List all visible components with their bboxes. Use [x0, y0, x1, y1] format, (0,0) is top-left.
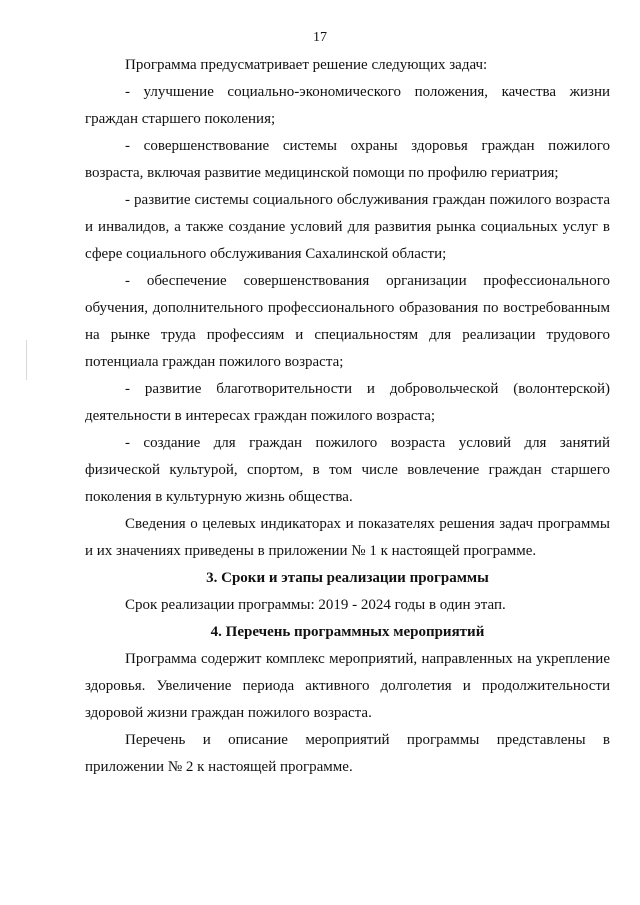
task-item: - совершенствование системы охраны здоровья граждан пожилого возраста, включая развитие медицинской помощи по профилю гериатрия;: [85, 138, 610, 181]
task-item: - создание для граждан пожилого возраста условий для занятий физической культурой, спортом, в том числе вовлечение граждан старшего поколения в культурную жизнь общества.: [85, 435, 610, 505]
section-4-paragraph-1: Программа содержит комплекс мероприятий, направленных на укрепление здоровья. Увеличение периода активного долголетия и продолжительности здоровой жизни граждан пожилого возраста.: [85, 651, 610, 721]
scan-artifact-line: [26, 340, 27, 380]
section-3-text: Срок реализации программы: 2019 - 2024 годы в один этап.: [125, 597, 506, 613]
page-number: 17: [313, 30, 327, 45]
task-item: - обеспечение совершенствования организации профессионального обучения, дополнительного профессионального образования по востребованным на рынке труда профессиям и специальностям для реализации трудового потенциала граждан пожилого возраста;: [85, 273, 610, 370]
section-3-heading: 3. Сроки и этапы реализации программы: [206, 570, 489, 586]
indicators-paragraph: Сведения о целевых индикаторах и показателях решения задач программы и их значениях приведены в приложении № 1 к настоящей программе.: [85, 516, 610, 559]
tasks-intro: Программа предусматривает решение следующих задач:: [125, 57, 488, 73]
page-content: [85, 52, 610, 781]
section-4-heading: 4. Перечень программных мероприятий: [210, 624, 485, 640]
task-item: - развитие системы социального обслуживания граждан пожилого возраста и инвалидов, а также создание условий для развития рынка социальных услуг в сфере социального обслуживания Сахалинской области;: [85, 192, 610, 262]
task-item: - развитие благотворительности и добровольческой (волонтерской) деятельности в интересах граждан пожилого возраста;: [85, 381, 610, 424]
section-4-paragraph-2: Перечень и описание мероприятий программы представлены в приложении № 2 к настоящей программе.: [85, 732, 610, 775]
task-item: - улучшение социально-экономического положения, качества жизни граждан старшего поколения;: [85, 84, 610, 127]
